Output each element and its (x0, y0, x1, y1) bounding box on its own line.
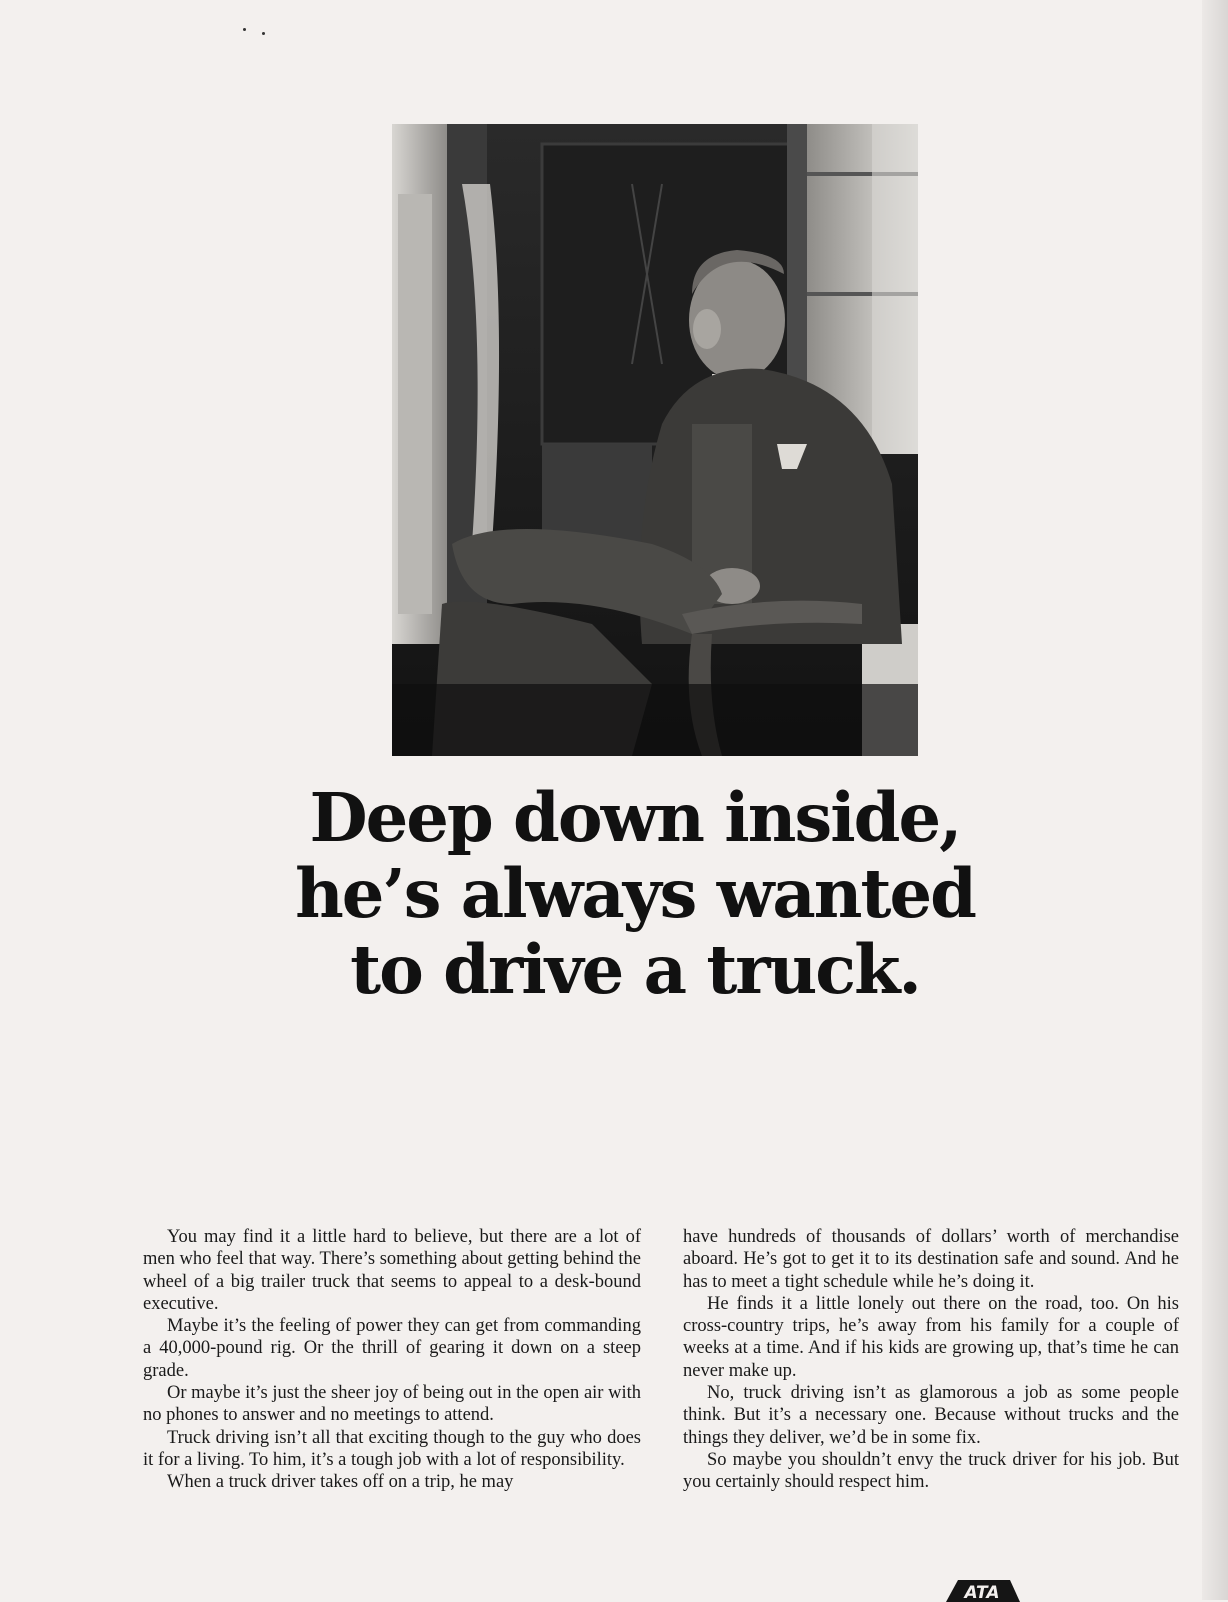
paragraph: You may find it a little hard to believe, but there are a lot of men who feel that way. There’s something about getting behind the wheel of a big trailer truck that seems to appeal to a desk-bound executive. (143, 1227, 641, 1314)
paragraph: He finds it a little lonely out there on the road, too. On his cross-country trips, he’s away from his family for a couple of weeks at a time. And if his kids are growing up, that’s time he can never make up. (683, 1293, 1179, 1381)
paragraph: No, truck driving isn’t as glamorous a job as some people think. But it’s a necessary one. Because without trucks and the things they deliver, we’d be in some fix. (683, 1383, 1179, 1448)
body-column-left (143, 1226, 641, 1494)
headline-line-1: Deep down inside, (309, 778, 961, 857)
paragraph: have hundreds of thousands of dollars’ worth of merchandise aboard. He’s got to get it to its destination safe and sound. And he has to meet a tight schedule while he’s doing it. (683, 1227, 1179, 1292)
headline-line-2: he’s always wanted (295, 854, 975, 933)
paragraph: When a truck driver takes off on a trip, he may (167, 1472, 514, 1493)
paragraph: Maybe it’s the feeling of power they can get from commanding a 40,000-pound rig. Or the thrill of gearing it down on a steep grade. (143, 1316, 641, 1381)
photo-illustration (392, 124, 918, 756)
paragraph: So maybe you shouldn’t envy the truck driver for his job. But you certainly should respect him. (683, 1449, 1179, 1493)
paragraph: Truck driving isn’t all that exciting though to the guy who does it for a living. To him, it’s a tough job with a lot of responsibility. (143, 1427, 641, 1470)
headline (200, 780, 1070, 1008)
print-speck (262, 32, 265, 35)
body-column-right (683, 1226, 1179, 1494)
page-edge-shadow (1202, 0, 1228, 1600)
headline-line-3: to drive a truck. (350, 930, 920, 1009)
ata-logo-text: ATA (964, 1583, 1000, 1602)
ata-logo-graphic (942, 1578, 1022, 1602)
print-speck (243, 28, 246, 31)
photo-man-seated-by-window (392, 124, 918, 756)
ata-logo-icon (942, 1578, 1022, 1602)
paragraph: Or maybe it’s just the sheer joy of being out in the open air with no phones to answer and no meetings to attend. (143, 1383, 641, 1426)
